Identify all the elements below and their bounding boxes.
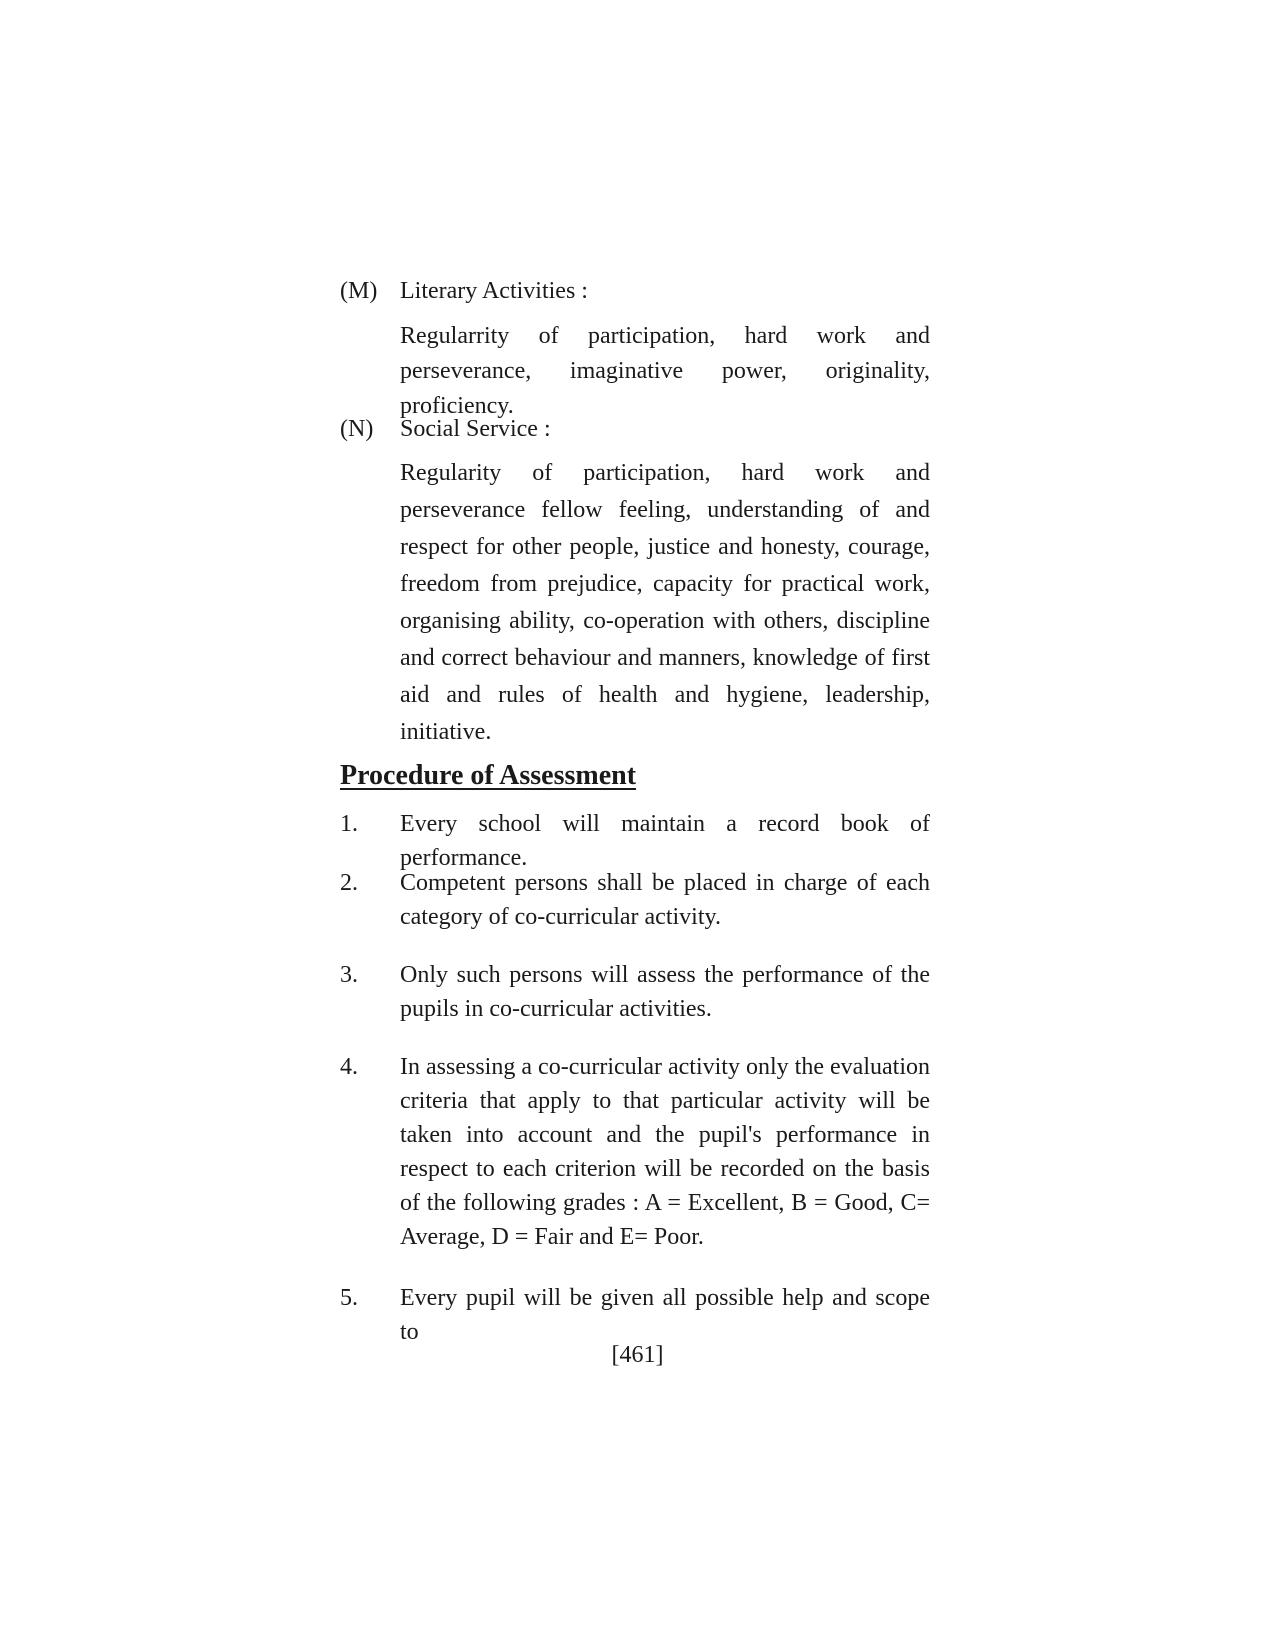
list-item-text: Competent persons shall be placed in charge of each category of co-curricular activity. (400, 870, 930, 930)
section-m-title: Literary Activities : (400, 278, 588, 304)
section-m-body: Regularrity of participation, hard work and perseverance, imaginative power, originality, proficiency. (400, 323, 930, 419)
page-number: [461] (611, 1342, 664, 1368)
section-n-body: Regularity of participation, hard work and perseverance fellow feeling, understanding of and respect for other people, justice and honesty, courage, freedom from prejudice, capacity for practical work, organising ability, co-operation with others, discipline and correct behaviour and manners, knowledge of first aid and rules of health and hygiene, leadership, initiative. (400, 460, 930, 745)
list-item-text: In assessing a co-curricular activity only the evaluation criteria that apply to that particular activity will be taken into account and the pupil's performance in respect to each criterion will be recorded on the basis of the following grades : A = Excellent, B = Good, C= Average, D = Fair and E= Poor. (400, 1054, 930, 1250)
list-item-number: 4. (340, 1054, 358, 1080)
list-item-text: Every pupil will be given all possible help and scope to (400, 1285, 930, 1345)
section-m-marker: (M) (340, 278, 378, 304)
list-item-number: 1. (340, 811, 358, 837)
list-item-text: Every school will maintain a record book of performance. (400, 811, 930, 871)
list-item-number: 5. (340, 1285, 358, 1311)
list-item-text: Only such persons will assess the performance of the pupils in co-curricular activities. (400, 962, 930, 1022)
list-item-number: 3. (340, 962, 358, 988)
list-item-number: 2. (340, 870, 358, 896)
section-n-title: Social Service : (400, 416, 551, 442)
procedure-heading: Procedure of Assessment (340, 760, 637, 791)
section-n-marker: (N) (340, 416, 374, 442)
